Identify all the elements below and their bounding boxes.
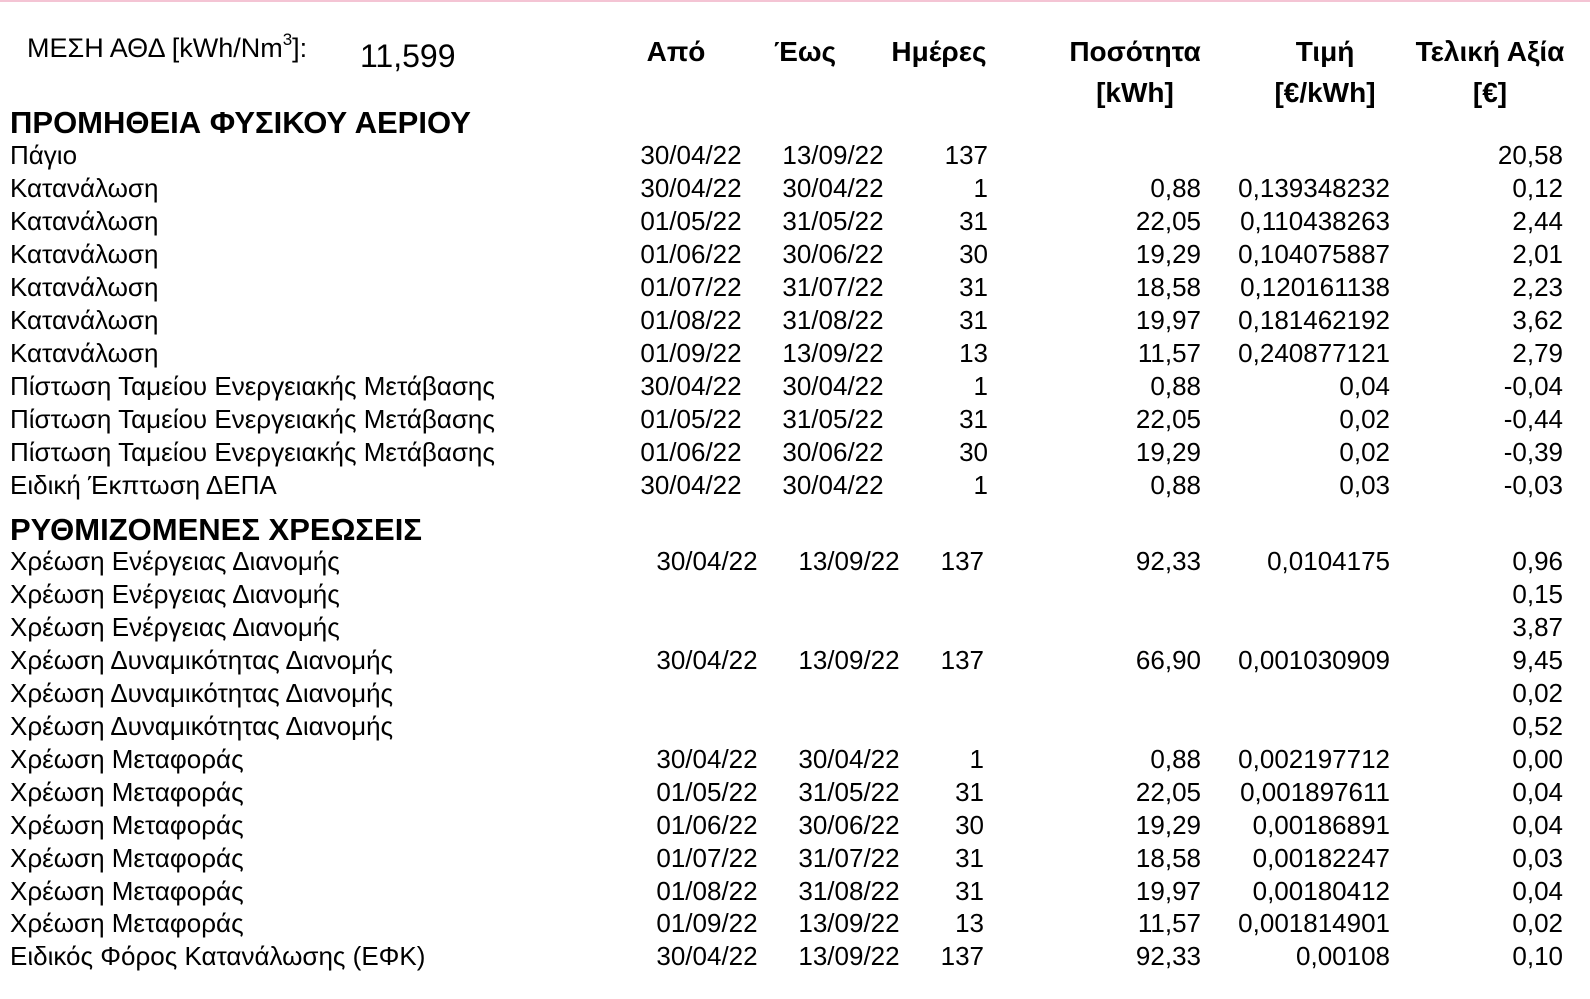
row-unit-price: 0,04 [1339, 371, 1390, 401]
row-unit-price: 0,181462192 [1238, 305, 1390, 335]
row-final-value: -0,39 [1503, 437, 1563, 467]
row-final-value: 0,04 [1512, 777, 1563, 807]
row-days: 13 [959, 338, 988, 368]
header-final-value: Τελική Αξία [1415, 36, 1565, 67]
row-unit-price: 0,104075887 [1238, 239, 1390, 269]
row-description: Χρέωση Μεταφοράς [10, 744, 244, 774]
row-final-value: 20,58 [1497, 140, 1563, 170]
row-description: Πίστωση Ταμείου Ενεργειακής Μετάβασης [10, 371, 495, 401]
header-quantity: Ποσότητα [1069, 36, 1201, 67]
row-date-from: 30/04/22 [640, 140, 742, 170]
row-description: Κατανάλωση [10, 272, 159, 302]
row-description: Χρέωση Μεταφοράς [10, 876, 244, 906]
row-days: 137 [940, 941, 984, 971]
gcv-label-superscript: 3 [282, 30, 293, 49]
row-description: Κατανάλωση [10, 173, 159, 203]
table-row [0, 373, 1590, 406]
row-quantity: 22,05 [1135, 404, 1201, 434]
row-days: 13 [955, 908, 984, 938]
row-final-value: -0,04 [1503, 371, 1563, 401]
row-date-to: 30/04/22 [782, 371, 884, 401]
row-final-value: 9,45 [1512, 645, 1563, 675]
row-final-value: -0,03 [1503, 470, 1563, 500]
row-date-from: 30/04/22 [656, 546, 758, 576]
table-row [0, 910, 1590, 943]
row-description: Πάγιο [10, 140, 78, 170]
row-description: Χρέωση Μεταφοράς [10, 843, 244, 873]
table-row [0, 845, 1590, 878]
table-row [0, 746, 1590, 779]
row-date-from: 01/05/22 [640, 404, 742, 434]
table-row [0, 241, 1590, 274]
row-days: 31 [959, 272, 988, 302]
row-description: Χρέωση Δυναμικότητας Διανομής [10, 678, 394, 708]
row-unit-price: 0,02 [1339, 404, 1390, 434]
row-quantity: 19,29 [1135, 810, 1201, 840]
table-row [0, 274, 1590, 307]
table-row [0, 406, 1590, 439]
row-final-value: 2,01 [1512, 239, 1563, 269]
row-unit-price: 0,001030909 [1238, 645, 1390, 675]
row-date-to: 31/08/22 [782, 305, 884, 335]
row-unit-price: 0,240877121 [1238, 338, 1390, 368]
gcv-value: 11,599 [360, 38, 456, 74]
row-days: 31 [955, 843, 984, 873]
row-unit-price: 0,110438263 [1240, 206, 1390, 236]
header-quantity-unit: [kWh] [1096, 77, 1174, 108]
row-days: 31 [959, 305, 988, 335]
row-date-to: 30/04/22 [798, 744, 900, 774]
row-date-from: 30/04/22 [640, 173, 742, 203]
row-date-from: 30/04/22 [656, 941, 758, 971]
row-quantity: 0,88 [1150, 470, 1201, 500]
table-row [0, 943, 1590, 976]
row-days: 31 [955, 876, 984, 906]
row-quantity: 66,90 [1135, 645, 1201, 675]
row-date-to: 31/05/22 [782, 206, 884, 236]
table-row [0, 548, 1590, 581]
row-date-from: 01/08/22 [640, 305, 742, 335]
row-unit-price: 0,001814901 [1238, 908, 1390, 938]
row-date-to: 13/09/22 [798, 941, 900, 971]
row-unit-price: 0,00182247 [1252, 843, 1390, 873]
row-date-to: 31/07/22 [798, 843, 900, 873]
row-days: 1 [969, 744, 984, 774]
row-final-value: 2,23 [1512, 272, 1563, 302]
table-row [0, 779, 1590, 812]
row-date-to: 13/09/22 [782, 338, 884, 368]
row-final-value: 0,04 [1512, 876, 1563, 906]
row-date-from: 01/07/22 [640, 272, 742, 302]
row-final-value: 3,62 [1512, 305, 1563, 335]
row-date-from: 30/04/22 [640, 371, 742, 401]
row-final-value: 0,96 [1512, 546, 1563, 576]
row-quantity: 92,33 [1135, 941, 1201, 971]
row-date-from: 01/09/22 [656, 908, 758, 938]
row-days: 137 [944, 140, 988, 170]
row-date-from: 30/04/22 [640, 470, 742, 500]
section-title: ΡΥΘΜΙΖΟΜΕΝΕΣ ΧΡΕΩΣΕΙΣ [10, 512, 422, 547]
table-row [0, 208, 1590, 241]
table-row [0, 878, 1590, 911]
row-quantity: 19,97 [1135, 305, 1201, 335]
row-final-value: 0,12 [1512, 173, 1563, 203]
row-description: Χρέωση Μεταφοράς [10, 908, 244, 938]
gcv-label-prefix: ΜΕΣΗ ΑΘΔ [kWh/Nm [27, 33, 283, 63]
row-days: 31 [959, 206, 988, 236]
row-final-value: 3,87 [1512, 612, 1563, 642]
row-quantity: 22,05 [1135, 206, 1201, 236]
row-quantity: 19,29 [1135, 437, 1201, 467]
row-final-value: -0,44 [1503, 404, 1563, 434]
row-date-from: 01/07/22 [656, 843, 758, 873]
header-price: Τιμή [1295, 36, 1355, 67]
row-date-to: 13/09/22 [798, 645, 900, 675]
section-title: ΠΡΟΜΗΘΕΙΑ ΦΥΣΙΚΟΥ ΑΕΡΙΟΥ [10, 105, 471, 140]
row-quantity: 11,57 [1137, 338, 1201, 368]
row-days: 137 [940, 645, 984, 675]
row-final-value: 0,52 [1512, 711, 1563, 741]
row-date-from: 01/09/22 [640, 338, 742, 368]
row-description: Χρέωση Μεταφοράς [10, 810, 244, 840]
table-row [0, 439, 1590, 472]
gcv-label [27, 30, 308, 64]
row-description: Χρέωση Ενέργειας Διανομής [10, 579, 340, 609]
row-days: 31 [955, 777, 984, 807]
table-row [0, 175, 1590, 208]
header-from: Από [646, 36, 706, 67]
row-description: Κατανάλωση [10, 239, 159, 269]
row-unit-price: 0,001897611 [1240, 777, 1390, 807]
row-date-from: 01/08/22 [656, 876, 758, 906]
row-description: Πίστωση Ταμείου Ενεργειακής Μετάβασης [10, 404, 495, 434]
row-description: Χρέωση Δυναμικότητας Διανομής [10, 711, 394, 741]
row-quantity: 0,88 [1150, 744, 1201, 774]
row-final-value: 0,10 [1512, 941, 1563, 971]
row-date-to: 30/06/22 [782, 437, 884, 467]
row-unit-price: 0,00180412 [1252, 876, 1390, 906]
row-unit-price: 0,139348232 [1238, 173, 1390, 203]
row-days: 30 [955, 810, 984, 840]
row-date-from: 01/05/22 [656, 777, 758, 807]
row-quantity: 92,33 [1135, 546, 1201, 576]
header-price-unit: [€/kWh] [1274, 77, 1376, 108]
row-description: Κατανάλωση [10, 305, 159, 335]
table-row [0, 680, 1590, 713]
row-description: Κατανάλωση [10, 338, 159, 368]
table-row [0, 142, 1590, 175]
row-date-to: 30/04/22 [782, 470, 884, 500]
row-days: 1 [973, 371, 988, 401]
row-quantity: 18,58 [1135, 272, 1201, 302]
row-date-from: 30/04/22 [656, 744, 758, 774]
table-row [0, 307, 1590, 340]
header-to: Έως [773, 36, 837, 67]
table-row [0, 581, 1590, 614]
row-date-from: 01/06/22 [640, 437, 742, 467]
row-quantity: 22,05 [1135, 777, 1201, 807]
row-quantity: 19,29 [1135, 239, 1201, 269]
row-final-value: 0,02 [1512, 678, 1563, 708]
row-days: 1 [973, 470, 988, 500]
row-date-from: 30/04/22 [656, 645, 758, 675]
row-final-value: 0,15 [1512, 579, 1563, 609]
row-unit-price: 0,120161138 [1240, 272, 1390, 302]
table-row [0, 340, 1590, 373]
row-final-value: 0,02 [1512, 908, 1563, 938]
row-date-to: 31/05/22 [798, 777, 900, 807]
row-quantity: 11,57 [1137, 908, 1201, 938]
table-row [0, 713, 1590, 746]
row-unit-price: 0,0104175 [1267, 546, 1390, 576]
row-days: 31 [959, 404, 988, 434]
row-unit-price: 0,03 [1339, 470, 1390, 500]
row-description: Πίστωση Ταμείου Ενεργειακής Μετάβασης [10, 437, 495, 467]
row-final-value: 0,04 [1512, 810, 1563, 840]
row-date-to: 13/09/22 [798, 908, 900, 938]
row-quantity: 18,58 [1135, 843, 1201, 873]
row-unit-price: 0,002197712 [1238, 744, 1390, 774]
row-days: 137 [940, 546, 984, 576]
row-description: Κατανάλωση [10, 206, 159, 236]
row-quantity: 0,88 [1150, 173, 1201, 203]
row-date-to: 30/04/22 [782, 173, 884, 203]
row-quantity: 19,97 [1135, 876, 1201, 906]
row-description: Ειδικός Φόρος Κατανάλωσης (ΕΦΚ) [10, 941, 426, 971]
row-date-from: 01/05/22 [640, 206, 742, 236]
row-date-to: 31/08/22 [798, 876, 900, 906]
row-date-to: 31/05/22 [782, 404, 884, 434]
row-description: Χρέωση Ενέργειας Διανομής [10, 546, 340, 576]
row-date-from: 01/06/22 [640, 239, 742, 269]
table-row [0, 812, 1590, 845]
table-row [0, 647, 1590, 680]
header-final-value-unit: [€] [1472, 77, 1508, 108]
row-date-to: 30/06/22 [798, 810, 900, 840]
row-date-to: 30/06/22 [782, 239, 884, 269]
row-date-to: 31/07/22 [782, 272, 884, 302]
row-date-from: 01/06/22 [656, 810, 758, 840]
row-days: 1 [973, 173, 988, 203]
row-final-value: 0,00 [1512, 744, 1563, 774]
row-final-value: 0,03 [1512, 843, 1563, 873]
table-row [0, 614, 1590, 647]
row-days: 30 [959, 437, 988, 467]
row-unit-price: 0,00108 [1296, 941, 1390, 971]
header-days: Ημέρες [891, 36, 987, 67]
row-date-to: 13/09/22 [782, 140, 884, 170]
row-description: Χρέωση Ενέργειας Διανομής [10, 612, 340, 642]
table-row [0, 472, 1590, 505]
row-description: Ειδική Έκπτωση ΔΕΠΑ [10, 470, 277, 500]
row-description: Χρέωση Μεταφοράς [10, 777, 244, 807]
row-date-to: 13/09/22 [798, 546, 900, 576]
row-final-value: 2,44 [1512, 206, 1563, 236]
row-unit-price: 0,00186891 [1252, 810, 1390, 840]
row-days: 30 [959, 239, 988, 269]
gcv-label-suffix: ]: [292, 33, 308, 63]
row-quantity: 0,88 [1150, 371, 1201, 401]
row-final-value: 2,79 [1512, 338, 1563, 368]
row-unit-price: 0,02 [1339, 437, 1390, 467]
row-description: Χρέωση Δυναμικότητας Διανομής [10, 645, 394, 675]
